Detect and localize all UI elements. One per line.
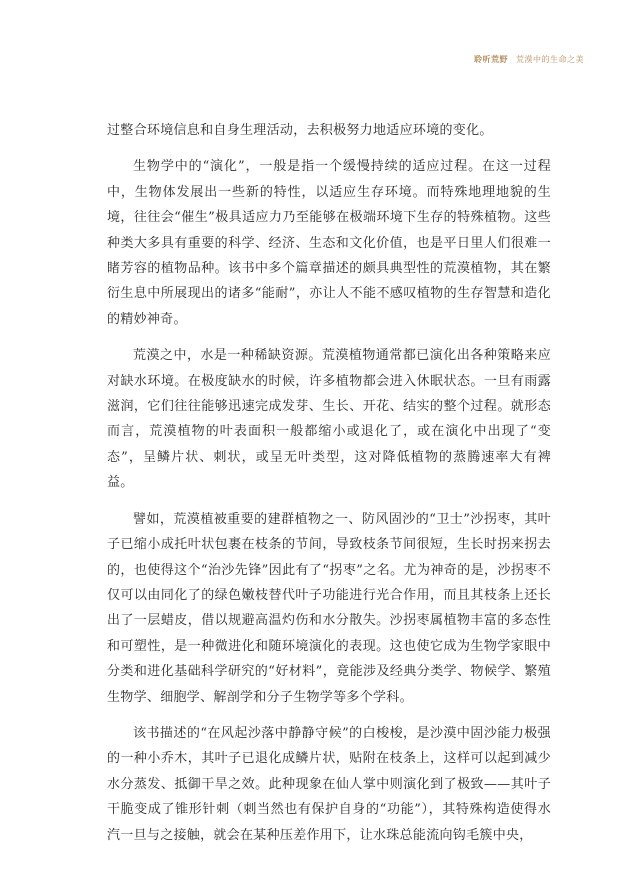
paragraph-1: 过整合环境信息和自身生理活动，去积极努力地适应环境的变化。 bbox=[107, 123, 493, 138]
body-text bbox=[107, 118, 551, 859]
paragraph-4: 譬如，荒漠植被重要的建群植物之一、防风固沙的“卫士”沙拐枣，其叶子已缩小成托叶状包裹在枝条的节间，导致枝条节间很短，生长时拐来拐去的，也使得这个“治沙先锋”因此有了“拐枣”之名。尤为神奇的是，沙拐枣不仅可以由同化了的绿色嫩枝替代叶子功能进行光合作用，而且其枝条上还长出了一层蜡皮，借以规避高温灼伤和水分散失。沙拐枣属植物丰富的多态性和可塑性，是一种微进化和随环境演化的表现。这也使它成为生物学家眼中分类和进化基础科学研究的“好材料”，竟能涉及经典分类学、物候学、繁殖生物学、细胞学、解剖学和分子生物学等多个学科。 bbox=[107, 511, 551, 705]
running-header bbox=[474, 54, 584, 65]
paragraph-3: 荒漠之中，水是一种稀缺资源。荒漠植物通常都已演化出各种策略来应对缺水环境。在极度缺水的时候，许多植物都会进入休眠状态。一旦有雨露滋润，它们往往能够迅速完成发芽、生长、开花、结实的整个过程。就形态而言，荒漠植物的叶表面积一般都缩小或退化了，或在演化中出现了“变态”，呈鳞片状、刺状，或呈无叶类型，这对降低植物的蒸腾速率大有裨益。 bbox=[107, 348, 551, 491]
header-series: 聆听荒野 bbox=[474, 54, 508, 64]
paragraph-2: 生物学中的“演化”，一般是指一个缓慢持续的适应过程。在这一过程中，生物体发展出一些新的特性，以适应生存环境。而特殊地理地貌的生境，往往会“催生”极具适应力乃至能够在极端环境下生存的特殊植物。这些种类大多具有重要的科学、经济、生态和文化价值，也是平日里人们很难一睹芳容的植物品种。该书中多个篇章描述的颇具典型性的荒漠植物，其在繁衍生息中所展现出的诸多“能耐”，亦让人不能不感叹植物的生存智慧和造化的精妙神奇。 bbox=[107, 159, 551, 327]
paragraph-5: 该书描述的“在风起沙落中静静守候”的白梭梭，是沙漠中固沙能力极强的一种小乔木，其叶子已退化成鳞片状，贴附在枝条上，这样可以起到减少水分蒸发、抵御干旱之效。此种现象在仙人掌中则演化到了极致——其叶子干脆变成了锥形针刺（刺当然也有保护自身的“功能”），其特殊构造使得水汽一旦与之接触，就会在某种压差作用下，让水珠总能流向钩毛簇中央， bbox=[107, 725, 551, 843]
header-title: 荒漠中的生命之美 bbox=[516, 55, 584, 64]
